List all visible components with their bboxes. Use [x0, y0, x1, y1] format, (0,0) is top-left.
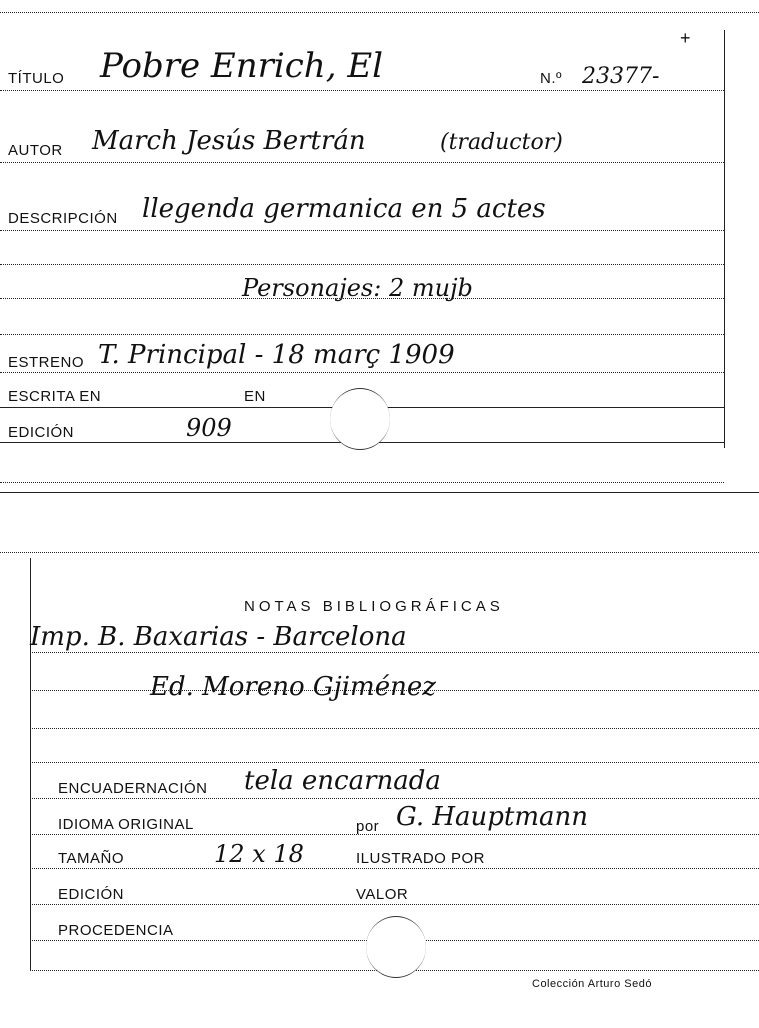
plus-mark: +: [680, 28, 691, 48]
titulo-value: Pobre Enrich, El: [100, 46, 384, 86]
tamano-value: 12 x 18: [214, 840, 304, 868]
back-top-edge: [0, 552, 759, 553]
procedencia-label: PROCEDENCIA: [58, 922, 174, 939]
estreno-value: T. Principal - 18 març 1909: [98, 340, 455, 370]
autor-label: AUTOR: [8, 142, 63, 159]
titulo-label: TÍTULO: [8, 70, 65, 87]
back-card: [0, 540, 759, 1020]
collection-credit: Colección Arturo Sedó: [532, 978, 652, 990]
numero-label: N.º: [540, 70, 562, 87]
ilustrado-por-label: ILUSTRADO POR: [356, 850, 486, 867]
top-edge: [0, 12, 759, 13]
descripcion-label: DESCRIPCIÓN: [8, 210, 118, 227]
edicion-value: 909: [186, 414, 232, 442]
escrita-en-label: ESCRITA EN: [8, 388, 102, 405]
notas-title: NOTAS BIBLIOGRÁFICAS: [244, 598, 504, 615]
en-label: EN: [244, 388, 266, 405]
autor-value: March Jesús Bertrán: [92, 126, 366, 156]
idioma-original-label: IDIOMA ORIGINAL: [58, 816, 194, 833]
front-card: [0, 0, 759, 500]
punch-hole: [330, 388, 390, 450]
edicion-label: EDICIÓN: [8, 424, 75, 441]
left-border: [30, 558, 31, 970]
card-separator: [0, 492, 759, 493]
autor-role: (traductor): [440, 130, 563, 155]
encuadernacion-label: ENCUADERNACIÓN: [58, 780, 208, 797]
numero-value: 23377-: [582, 64, 660, 89]
tamano-label: TAMAÑO: [58, 850, 125, 867]
back-punch-hole: [366, 916, 426, 978]
por-value: G. Hauptmann: [396, 802, 589, 832]
descripcion-value: llegenda germanica en 5 actes: [142, 194, 546, 224]
estreno-label: ESTRENO: [8, 354, 85, 371]
valor-label: VALOR: [356, 886, 409, 903]
notas-line-2: Ed. Moreno Gjiménez: [150, 672, 436, 702]
encuadernacion-value: tela encarnada: [244, 766, 441, 796]
por-label: por: [356, 818, 380, 835]
descripcion-value-2: Personajes: 2 mujb: [242, 274, 473, 302]
back-edicion-label: EDICIÓN: [58, 886, 125, 903]
right-border: [724, 30, 725, 448]
notas-line-1: Imp. B. Baxarias - Barcelona: [30, 622, 407, 652]
